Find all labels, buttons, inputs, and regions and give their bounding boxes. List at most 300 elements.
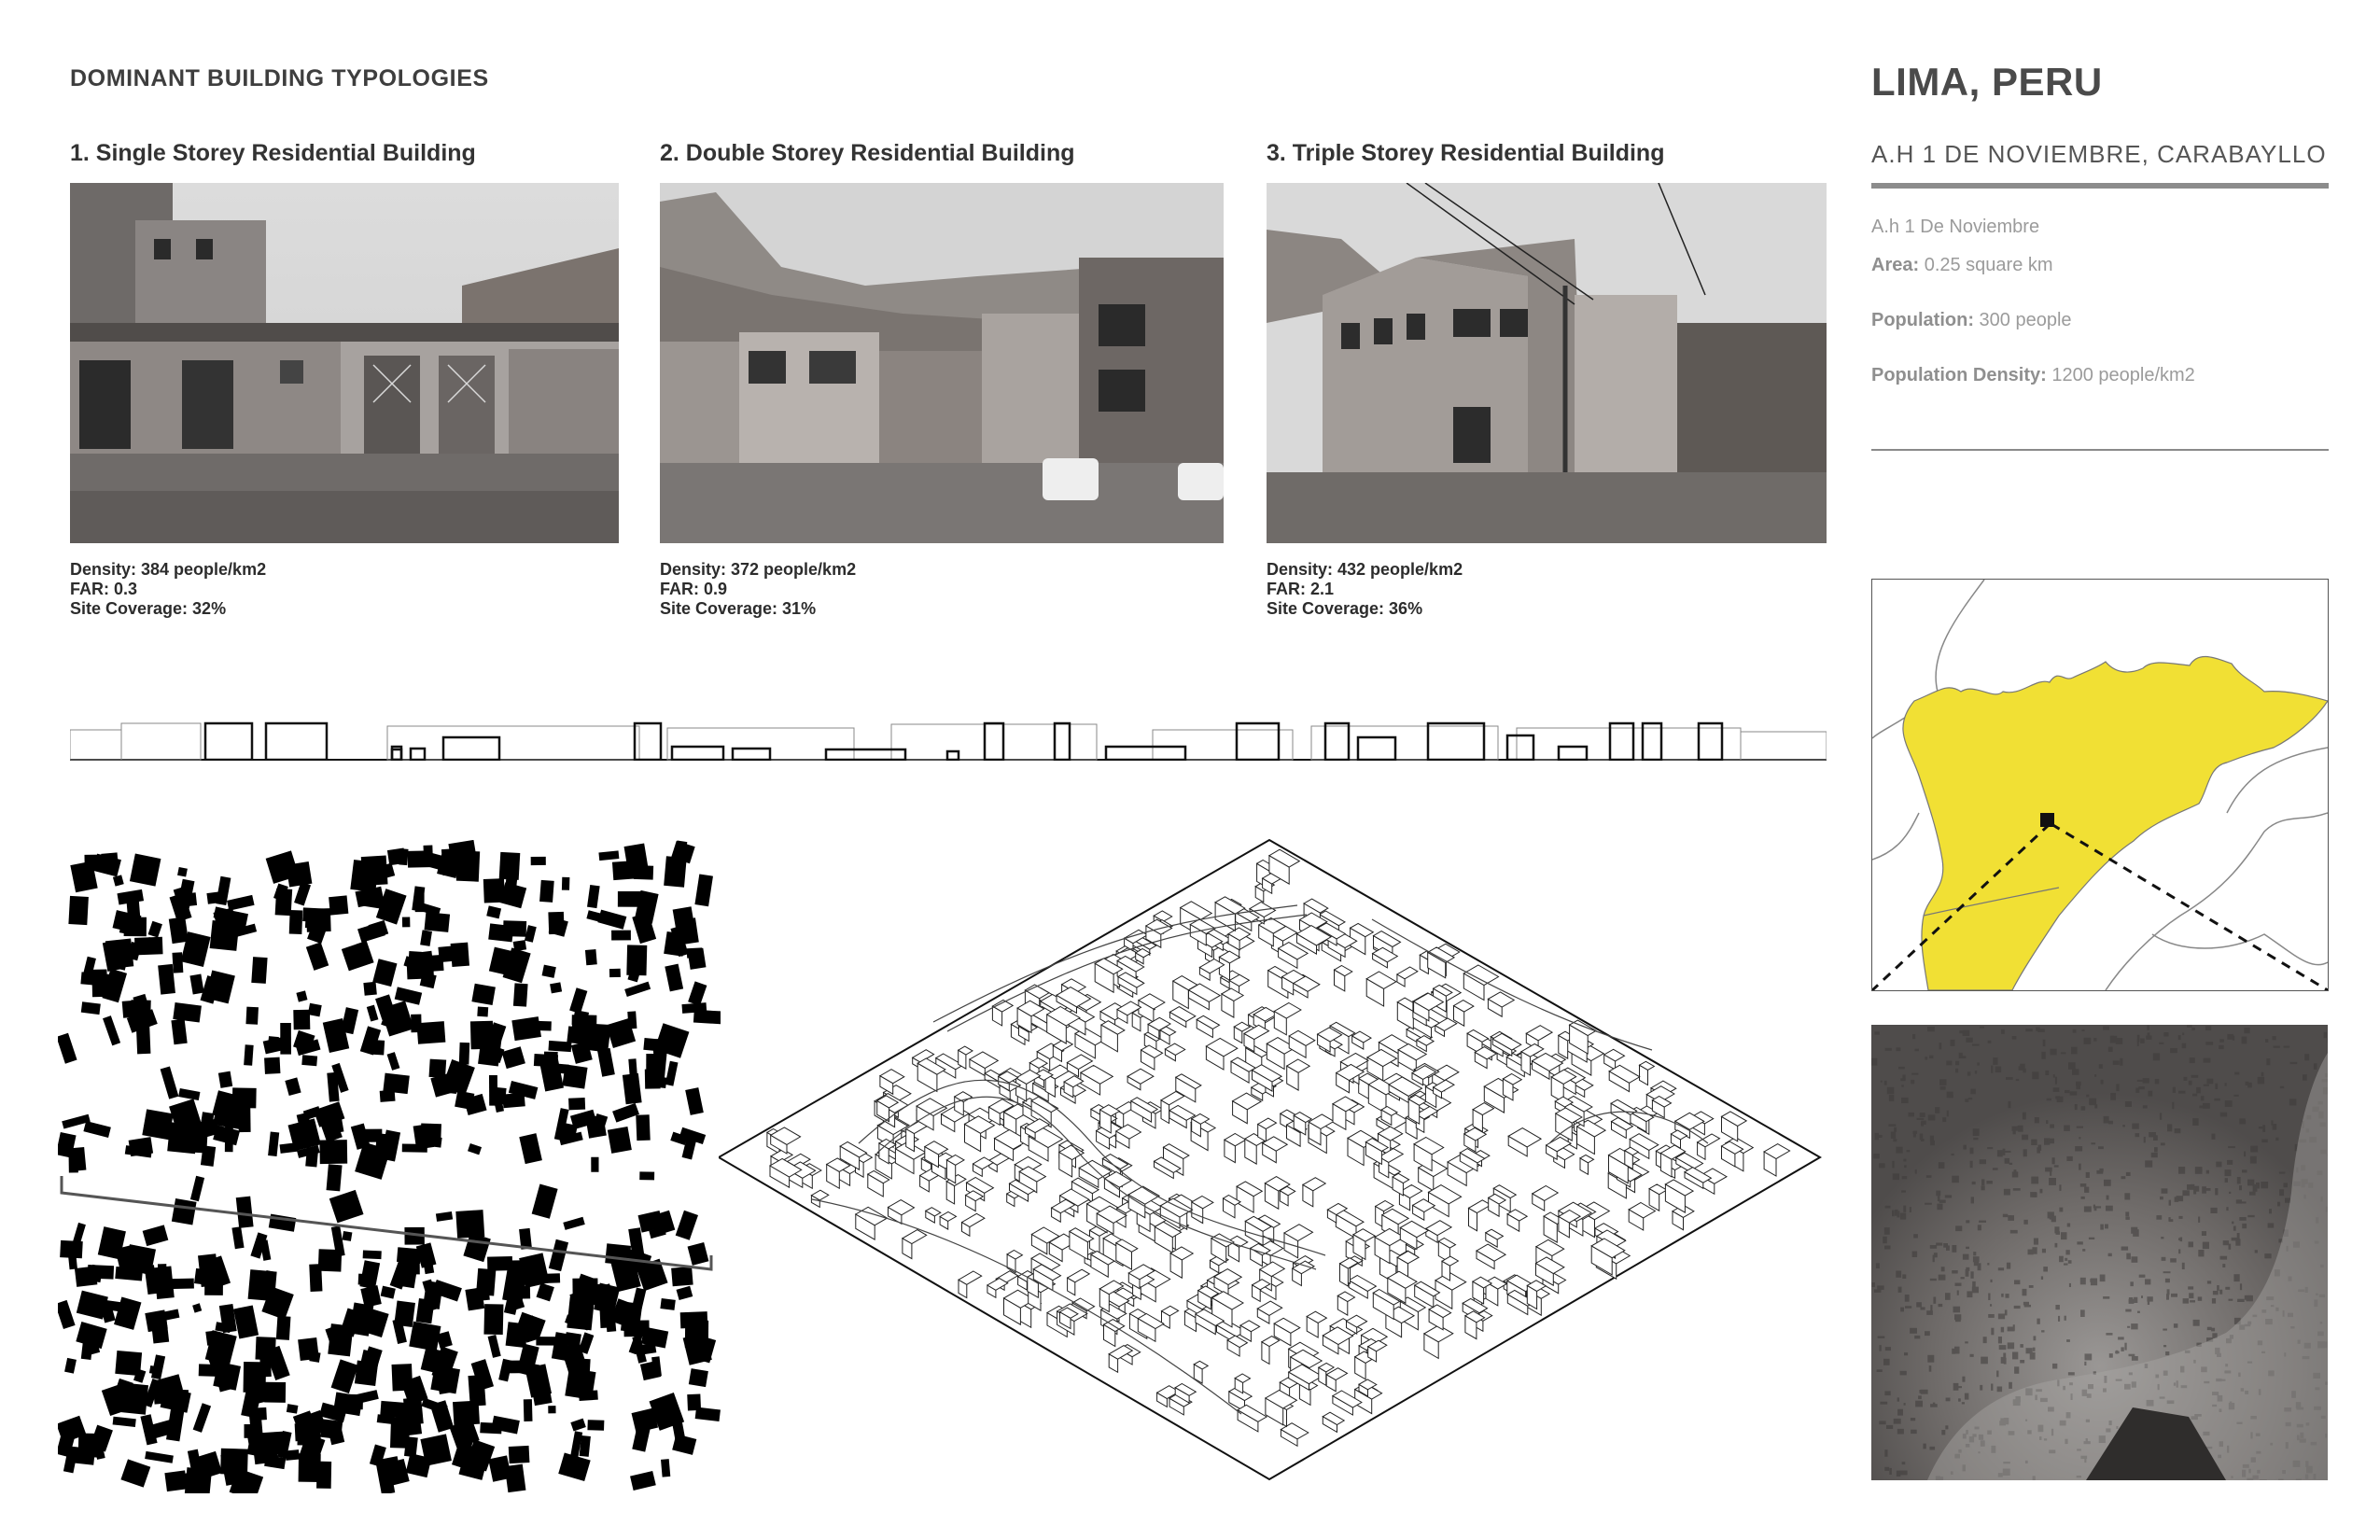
- aerial-roof: [2043, 1040, 2046, 1046]
- aerial-roof: [2050, 1125, 2054, 1128]
- aerial-roof: [1910, 1328, 1917, 1334]
- aerial-roof: [2034, 1239, 2038, 1245]
- aerial-roof: [2125, 1211, 2129, 1216]
- aerial-roof: [2303, 1074, 2307, 1081]
- aerial-roof: [2178, 1035, 2181, 1040]
- aerial-roof: [2225, 1083, 2227, 1085]
- building-footprint: [264, 1382, 286, 1403]
- building-footprint: [58, 1033, 77, 1064]
- aerial-roof: [2034, 1336, 2037, 1340]
- aerial-roof: [2093, 1038, 2096, 1042]
- aerial-roof: [2080, 1309, 2085, 1317]
- building-footprint: [631, 1287, 647, 1315]
- aerial-roof: [2215, 1084, 2218, 1089]
- aerial-roof: [2081, 1106, 2086, 1111]
- aerial-roof: [2264, 1253, 2271, 1258]
- aerial-roof: [1939, 1200, 1946, 1203]
- building-footprint: [83, 1121, 110, 1138]
- typology-2-far: FAR: 0.9: [660, 580, 728, 598]
- typology-2-stats: [660, 560, 856, 619]
- aerial-roof: [2125, 1309, 2131, 1312]
- building-footprint: [103, 1015, 120, 1045]
- aerial-roof: [2006, 1077, 2013, 1080]
- aerial-roof: [1893, 1173, 1899, 1180]
- aerial-roof: [2104, 1116, 2109, 1124]
- aerial-roof: [2219, 1039, 2224, 1042]
- aerial-roof: [2189, 1293, 2193, 1298]
- population-info: [1871, 310, 2072, 331]
- aerial-roof: [2093, 1280, 2095, 1285]
- building-footprint: [531, 857, 546, 865]
- aerial-roof: [1981, 1357, 1988, 1365]
- aerial-roof: [2203, 1242, 2209, 1250]
- building-footprint: [115, 1351, 142, 1376]
- aerial-roof: [2182, 1190, 2190, 1196]
- aerial-roof: [1920, 1134, 1924, 1141]
- aerial-roof: [2058, 1316, 2060, 1322]
- aerial-roof: [2003, 1214, 2009, 1217]
- typology-2-photo: [660, 183, 1224, 543]
- building-footprint: [591, 1157, 598, 1172]
- aerial-roof: [1970, 1089, 1976, 1095]
- density-value: 1200 people/km2: [2051, 365, 2195, 385]
- aerial-roof: [1900, 1078, 1905, 1081]
- building-footprint: [64, 1358, 77, 1374]
- aerial-roof: [2132, 1356, 2138, 1361]
- aerial-roof: [1928, 1114, 1936, 1120]
- aerial-roof: [2007, 1263, 2010, 1269]
- building-footprint: [145, 1451, 174, 1463]
- building-footprint: [541, 1273, 560, 1283]
- aerial-roof: [2020, 1344, 2023, 1348]
- aerial-roof: [1940, 1086, 1946, 1090]
- aerial-roof: [2210, 1208, 2217, 1213]
- building-footprint: [171, 1019, 187, 1045]
- aerial-roof: [1981, 1179, 1984, 1185]
- building-footprint: [153, 1387, 178, 1405]
- aerial-roof: [1946, 1245, 1950, 1251]
- building-footprint: [623, 1073, 642, 1104]
- building-footprint: [387, 848, 406, 866]
- aerial-roof: [1905, 1295, 1910, 1302]
- aerial-roof: [2026, 1348, 2033, 1353]
- aerial-roof: [2215, 1188, 2218, 1195]
- aerial-roof: [1929, 1365, 1932, 1372]
- aerial-roof: [1925, 1057, 1927, 1059]
- aerial-roof: [2001, 1327, 2004, 1333]
- population-label: Population:: [1871, 310, 1974, 330]
- header-divider: [1871, 183, 2329, 189]
- aerial-roof: [2237, 1299, 2245, 1302]
- aerial-roof: [1930, 1404, 1938, 1407]
- aerial-roof: [2234, 1072, 2239, 1075]
- aerial-roof: [2008, 1215, 2011, 1218]
- typology-3-photo: [1267, 183, 1827, 543]
- aerial-roof: [2120, 1058, 2122, 1066]
- aerial-roof: [2014, 1280, 2020, 1284]
- aerial-roof: [2279, 1189, 2284, 1196]
- building-footprint: [548, 1406, 555, 1413]
- settlement-subtitle: A.H 1 DE NOVIEMBRE, CARABAYLLO: [1871, 140, 2327, 168]
- aerial-roof: [1887, 1087, 1895, 1095]
- aerial-roof: [2068, 1260, 2072, 1264]
- aerial-roof: [1873, 1154, 1880, 1158]
- aerial-roof: [1918, 1395, 1922, 1399]
- aerial-roof: [1952, 1176, 1959, 1183]
- building-footprint: [562, 1064, 587, 1088]
- aerial-roof: [1951, 1040, 1955, 1046]
- aerial-roof: [1936, 1243, 1942, 1246]
- aerial-roof: [2054, 1165, 2059, 1167]
- building-footprint: [487, 1256, 512, 1271]
- building-footprint: [67, 1446, 95, 1464]
- density-label: Population Density:: [1871, 365, 2047, 385]
- aerial-roof: [1953, 1307, 1961, 1313]
- aerial-roof: [1871, 1058, 1877, 1066]
- aerial-roof: [2240, 1201, 2246, 1203]
- aerial-roof: [2022, 1135, 2028, 1141]
- aerial-roof: [1936, 1191, 1940, 1197]
- aerial-roof: [2035, 1117, 2039, 1123]
- aerial-roof: [1988, 1041, 1992, 1043]
- aerial-roof: [1968, 1098, 1972, 1099]
- aerial-roof: [2023, 1289, 2027, 1295]
- typology-3-stats: [1267, 560, 1463, 619]
- aerial-roof: [2043, 1267, 2048, 1271]
- aerial-roof: [1897, 1429, 1904, 1435]
- building-footprint: [671, 1267, 693, 1286]
- aerial-roof: [2219, 1045, 2224, 1049]
- aerial-roof: [1954, 1314, 1961, 1320]
- aerial-roof: [1921, 1122, 1924, 1127]
- aerial-roof: [2101, 1080, 2104, 1085]
- aerial-roof: [2014, 1366, 2019, 1374]
- building-footprint: [117, 889, 144, 905]
- building-footprint: [58, 1300, 76, 1329]
- aerial-roof: [1926, 1175, 1932, 1178]
- aerial-roof: [2068, 1062, 2076, 1070]
- aerial-roof: [2284, 1183, 2289, 1187]
- aerial-roof: [2001, 1294, 2004, 1297]
- aerial-roof: [2269, 1209, 2272, 1213]
- aerial-roof: [2163, 1329, 2167, 1331]
- aerial-roof: [2013, 1324, 2015, 1331]
- aerial-roof: [2121, 1247, 2129, 1251]
- aerial-roof: [2196, 1087, 2201, 1094]
- aerial-roof: [2203, 1103, 2210, 1109]
- aerial-roof: [2165, 1351, 2169, 1355]
- aerial-roof: [1993, 1057, 1997, 1065]
- aerial-roof: [1898, 1287, 1902, 1293]
- building-footprint: [363, 982, 376, 996]
- aerial-roof: [2258, 1077, 2264, 1085]
- aerial-roof: [1962, 1402, 1965, 1404]
- building-footprint: [264, 1057, 280, 1074]
- aerial-roof: [2277, 1202, 2280, 1207]
- aerial-roof: [2031, 1177, 2038, 1184]
- aerial-roof: [2145, 1279, 2150, 1284]
- aerial-roof: [2045, 1071, 2049, 1075]
- aerial-roof: [1879, 1163, 1885, 1168]
- aerial-roof: [2204, 1188, 2210, 1191]
- aerial-roof: [2075, 1104, 2078, 1110]
- aerial-roof: [1929, 1447, 1935, 1450]
- building-footprint: [213, 1362, 241, 1391]
- aerial-roof: [1939, 1304, 1943, 1307]
- aerial-roof: [2225, 1287, 2230, 1290]
- building-footprint: [611, 931, 631, 941]
- aerial-roof: [2250, 1156, 2257, 1164]
- aerial-roof: [1958, 1398, 1961, 1401]
- aerial-roof: [2134, 1297, 2137, 1303]
- aerial-roof: [2033, 1348, 2036, 1351]
- aerial-roof: [2193, 1320, 2200, 1326]
- building-footprint: [477, 1007, 488, 1017]
- building-footprint: [316, 1462, 331, 1489]
- aerial-roof: [2106, 1206, 2113, 1211]
- typology-2-coverage: Site Coverage: 31%: [660, 599, 817, 618]
- aerial-roof: [2084, 1187, 2089, 1193]
- aerial-roof: [2108, 1121, 2113, 1125]
- aerial-roof: [1980, 1159, 1986, 1164]
- building-footprint: [455, 1090, 474, 1110]
- aerial-roof: [2115, 1351, 2119, 1354]
- building-footprint: [599, 1305, 609, 1328]
- aerial-roof: [1935, 1107, 1939, 1113]
- aerial-roof: [2147, 1026, 2149, 1030]
- building-footprint: [511, 1016, 541, 1041]
- building-footprint: [569, 987, 587, 1014]
- aerial-roof: [2244, 1152, 2246, 1157]
- aerial-roof: [2094, 1074, 2096, 1077]
- aerial-roof: [1972, 1281, 1976, 1287]
- aerial-roof: [2110, 1093, 2116, 1100]
- building-footprint: [308, 1003, 322, 1017]
- aerial-roof: [2067, 1224, 2070, 1227]
- density-info: [1871, 365, 2195, 386]
- aerial-roof: [2048, 1139, 2054, 1144]
- aerial-roof: [2237, 1233, 2240, 1239]
- city-title: LIMA, PERU: [1871, 60, 2103, 104]
- aerial-roof: [2061, 1052, 2066, 1054]
- aerial-roof: [2175, 1197, 2179, 1202]
- aerial-roof: [2167, 1289, 2170, 1295]
- aerial-roof: [2212, 1134, 2216, 1140]
- aerial-roof: [2222, 1264, 2225, 1267]
- building-footprint: [486, 905, 501, 918]
- aerial-roof: [2148, 1300, 2149, 1305]
- aerial-roof: [1881, 1081, 1883, 1083]
- aerial-roof: [1902, 1462, 1906, 1464]
- aerial-roof: [1988, 1314, 1995, 1318]
- aerial-roof: [1921, 1390, 1928, 1394]
- building-footprint: [60, 1240, 83, 1258]
- aerial-roof: [2314, 1063, 2317, 1070]
- typology-1-density: Density: 384 people/km2: [70, 560, 267, 579]
- aerial-roof: [1913, 1133, 1916, 1138]
- aerial-roof: [1945, 1425, 1948, 1429]
- aerial-roof: [1939, 1275, 1946, 1281]
- building-footprint: [654, 1076, 667, 1088]
- aerial-roof: [1937, 1204, 1942, 1211]
- aerial-roof: [1879, 1345, 1881, 1351]
- typology-1-stats: [70, 560, 266, 619]
- aerial-roof: [2205, 1042, 2213, 1045]
- aerial-roof: [1893, 1139, 1897, 1141]
- aerial-roof: [1946, 1398, 1951, 1402]
- building-footprint: [178, 1088, 200, 1100]
- building-footprint: [529, 1364, 539, 1375]
- aerial-roof: [2285, 1198, 2290, 1203]
- aerial-roof: [2225, 1178, 2228, 1183]
- aerial-roof: [2130, 1281, 2134, 1286]
- aerial-roof: [2204, 1058, 2211, 1063]
- aerial-roof: [1997, 1387, 2003, 1393]
- aerial-roof: [1933, 1255, 1935, 1263]
- aerial-roof: [2065, 1250, 2069, 1254]
- aerial-roof: [1990, 1304, 1992, 1307]
- aerial-roof: [1987, 1147, 1993, 1149]
- aerial-roof: [2163, 1271, 2171, 1273]
- aerial-roof: [2143, 1078, 2149, 1084]
- aerial-roof: [1900, 1308, 1904, 1312]
- aerial-roof: [2055, 1077, 2057, 1085]
- building-footprint: [570, 1419, 585, 1432]
- aerial-roof: [2273, 1036, 2276, 1040]
- aerial-roof: [2032, 1071, 2038, 1079]
- building-footprint: [489, 1086, 506, 1104]
- aerial-roof: [1907, 1150, 1911, 1152]
- aerial-roof: [1965, 1341, 1968, 1343]
- typology-1-coverage: Site Coverage: 32%: [70, 599, 227, 618]
- aerial-roof: [2198, 1250, 2204, 1256]
- aerial-roof: [2188, 1286, 2193, 1289]
- building-footprint: [694, 874, 713, 906]
- aerial-roof: [2163, 1345, 2166, 1347]
- aerial-roof: [1973, 1256, 1980, 1262]
- aerial-roof: [2216, 1162, 2221, 1168]
- building-footprint: [660, 1298, 675, 1310]
- aerial-roof: [1880, 1402, 1887, 1405]
- building-footprint: [568, 1098, 585, 1110]
- aerial-roof: [2212, 1298, 2216, 1304]
- aerial-roof: [2012, 1352, 2018, 1360]
- aerial-roof: [2055, 1243, 2058, 1248]
- aerial-roof: [2050, 1215, 2052, 1220]
- typology-3-far: FAR: 2.1: [1267, 580, 1335, 598]
- aerial-roof: [1991, 1328, 1994, 1336]
- aerial-roof: [2132, 1124, 2139, 1129]
- aerial-roof: [2160, 1197, 2163, 1199]
- building-footprint: [519, 1133, 542, 1164]
- building-footprint: [476, 1268, 496, 1296]
- aerial-roof: [2029, 1285, 2034, 1288]
- aerial-roof: [2261, 1182, 2268, 1188]
- aerial-roof: [2065, 1090, 2070, 1093]
- aerial-roof: [2105, 1225, 2108, 1229]
- aerial-roof: [2191, 1075, 2199, 1078]
- aerial-roof: [1884, 1246, 1891, 1250]
- aerial-roof: [2192, 1094, 2197, 1097]
- aerial-roof: [1967, 1291, 1972, 1297]
- aerial-roof: [1986, 1181, 1993, 1184]
- aerial-roof: [1942, 1117, 1946, 1122]
- aerial-roof: [1966, 1038, 1972, 1043]
- aerial-roof: [2154, 1147, 2158, 1152]
- aerial-roof: [1888, 1124, 1896, 1127]
- building-footprint: [539, 880, 554, 903]
- aerial-roof: [2084, 1038, 2092, 1044]
- aerial-roof: [2065, 1258, 2067, 1261]
- building-footprint: [626, 945, 647, 975]
- aerial-roof: [2125, 1101, 2132, 1107]
- aerial-roof: [2099, 1169, 2103, 1172]
- building-footprint: [688, 981, 707, 1005]
- aerial-roof: [2009, 1101, 2011, 1108]
- aerial-roof: [1991, 1280, 1993, 1282]
- aerial-roof: [1933, 1297, 1936, 1304]
- aerial-roof: [2233, 1226, 2236, 1231]
- aerial-roof: [2161, 1237, 2163, 1239]
- aerial-roof: [2249, 1192, 2256, 1196]
- aerial-roof: [2025, 1029, 2033, 1031]
- aerial-roof: [2016, 1079, 2019, 1081]
- aerial-roof: [2028, 1250, 2034, 1255]
- aerial-roof: [1915, 1401, 1923, 1407]
- aerial-roof: [1902, 1274, 1906, 1279]
- aerial-roof: [2037, 1319, 2039, 1324]
- building-footprint: [192, 1303, 202, 1312]
- building-footprint: [587, 1420, 604, 1431]
- aerial-roof: [1930, 1279, 1937, 1281]
- aerial-roof: [1939, 1043, 1942, 1049]
- aerial-roof: [2144, 1137, 2146, 1143]
- building-footprint: [161, 1066, 179, 1099]
- aerial-roof: [2122, 1125, 2125, 1127]
- aerial-roof: [2240, 1283, 2242, 1290]
- aerial-roof: [2001, 1029, 2005, 1034]
- typology-2-density: Density: 372 people/km2: [660, 560, 857, 579]
- building-footprint: [488, 1455, 511, 1481]
- aerial-roof: [2075, 1146, 2082, 1152]
- building-footprint: [587, 885, 600, 908]
- aerial-roof: [1885, 1206, 1891, 1209]
- building-footprint: [513, 940, 526, 951]
- building-footprint: [233, 1305, 259, 1338]
- aerial-roof: [2059, 1184, 2061, 1191]
- aerial-roof: [1878, 1337, 1885, 1338]
- aerial-roof: [2053, 1087, 2060, 1092]
- aerial-roof: [2024, 1305, 2031, 1308]
- aerial-roof: [2172, 1102, 2174, 1109]
- aerial-roof: [1987, 1263, 1989, 1265]
- aerial-roof: [2094, 1207, 2097, 1211]
- aerial-roof: [1957, 1386, 1962, 1388]
- building-footprint: [468, 1143, 482, 1155]
- aerial-roof: [1952, 1245, 1956, 1253]
- aerial-roof: [2139, 1275, 2146, 1278]
- aerial-roof: [1874, 1289, 1882, 1293]
- aerial-roof: [2204, 1085, 2209, 1086]
- typology-3-density: Density: 432 people/km2: [1267, 560, 1463, 579]
- aerial-roof: [1988, 1294, 1990, 1301]
- aerial-roof: [2020, 1064, 2024, 1069]
- aerial-roof: [1885, 1048, 1892, 1051]
- aerial-roof: [1916, 1302, 1922, 1307]
- aerial-roof: [2266, 1058, 2270, 1065]
- aerial-roof: [1897, 1047, 1901, 1051]
- aerial-roof: [2098, 1146, 2104, 1149]
